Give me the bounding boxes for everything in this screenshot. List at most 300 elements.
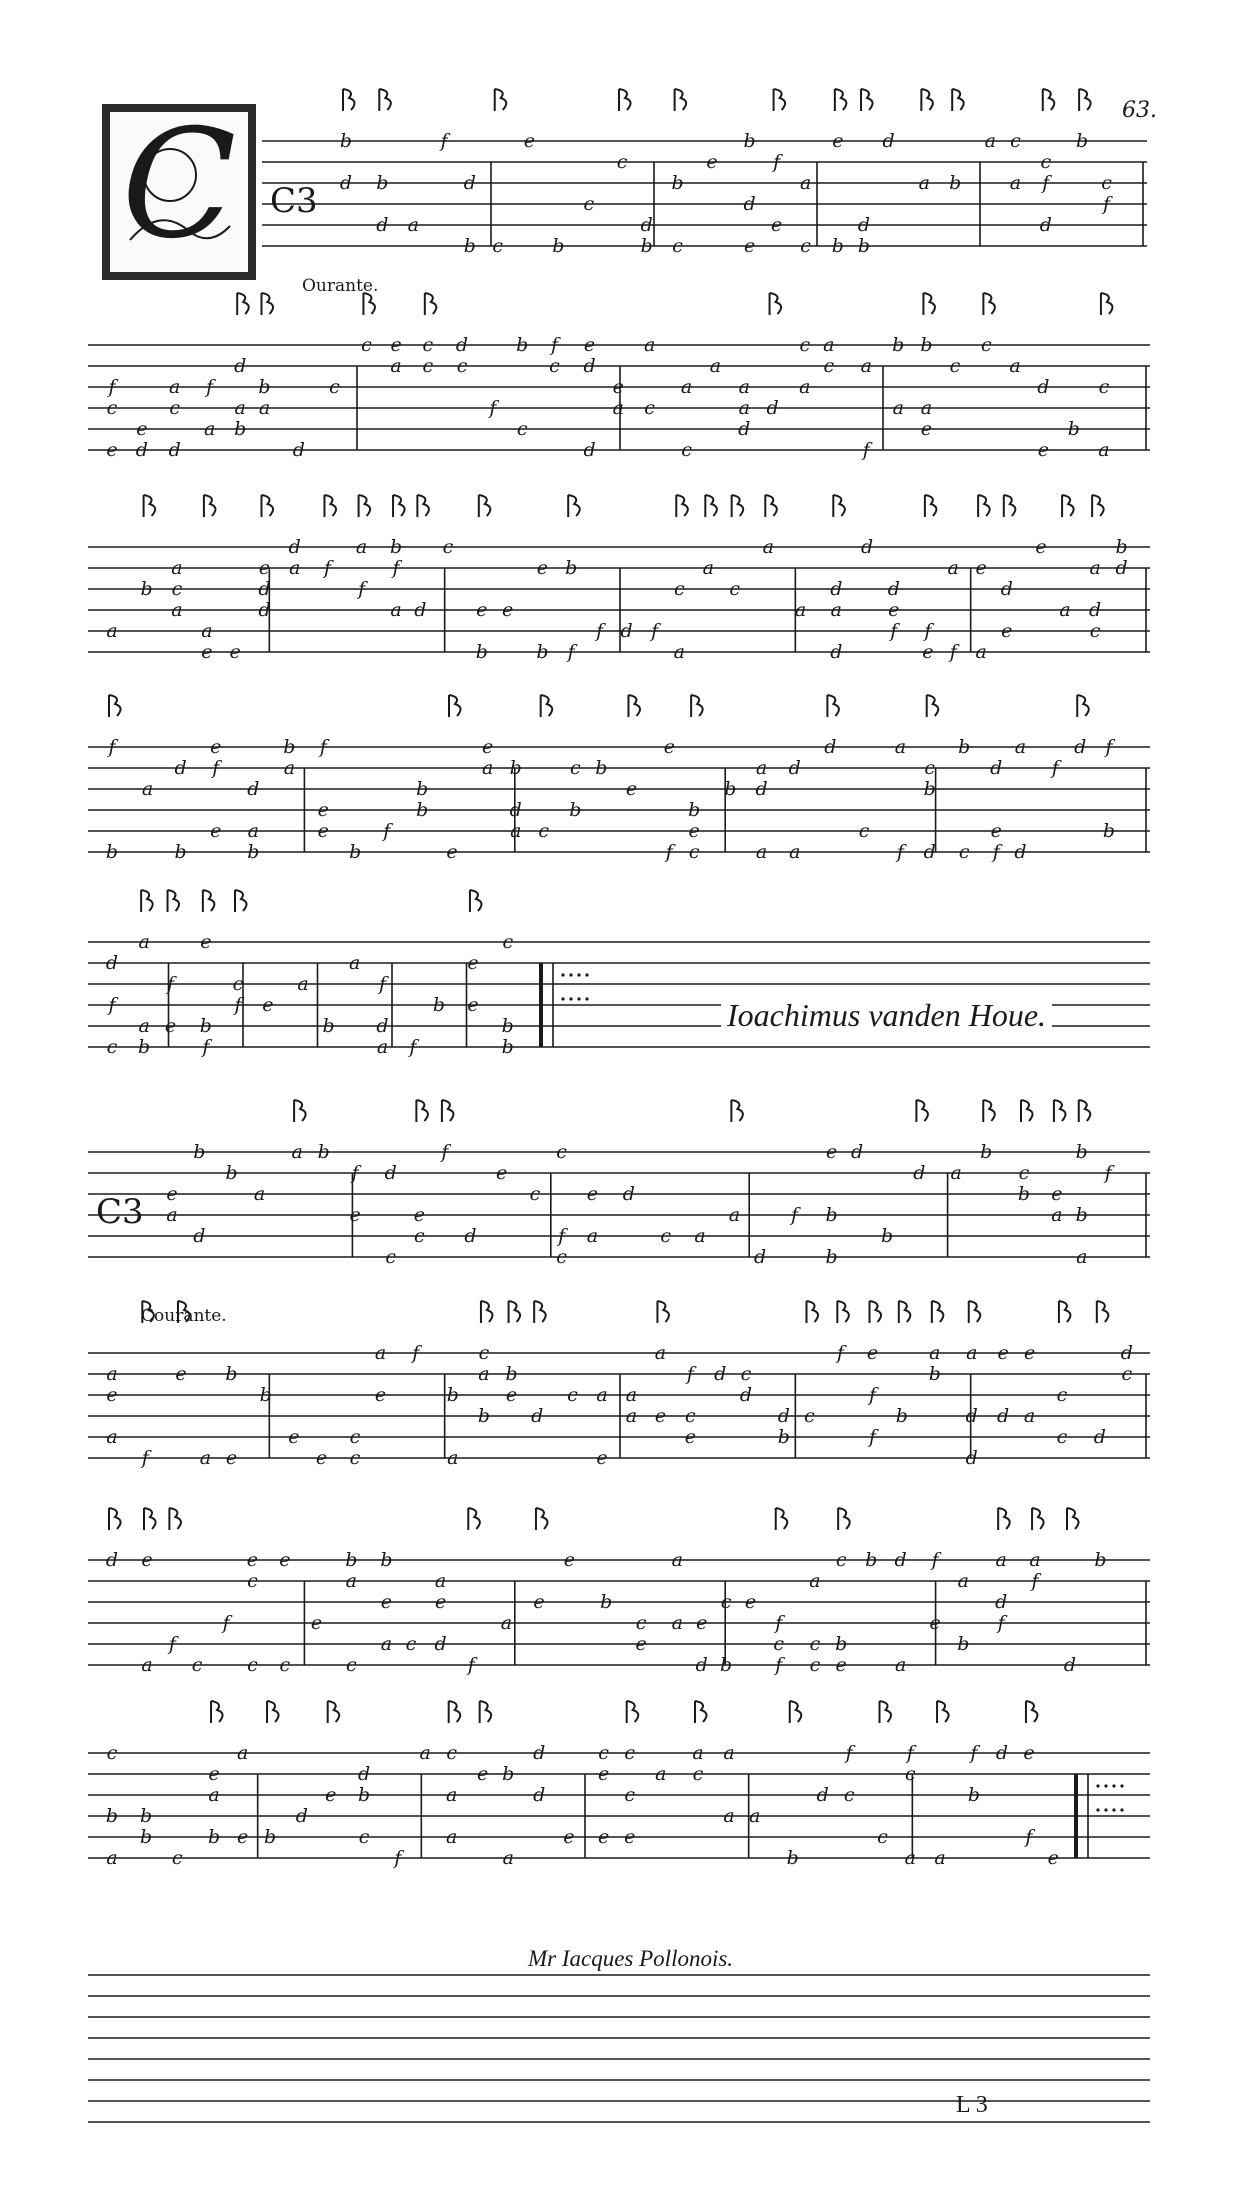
tab-letter: a	[957, 1570, 969, 1592]
tab-letter: b	[174, 841, 187, 863]
tab-letter: d	[965, 1405, 978, 1427]
composer-attribution: Mr Iacques Pollonois.	[528, 1946, 734, 1971]
tab-letter: f	[1042, 172, 1050, 194]
tab-letter: b	[880, 1225, 894, 1247]
tab-letter: e	[612, 376, 624, 398]
tab-letter: b	[105, 1805, 119, 1827]
rhythm-flag	[359, 495, 371, 516]
tab-letter: e	[317, 799, 329, 821]
tab-letter: a	[738, 397, 750, 419]
tab-letter: b	[920, 334, 933, 356]
tab-letter: a	[253, 1183, 266, 1205]
repeat-dot	[1104, 1784, 1107, 1787]
rhythm-flag	[534, 1301, 546, 1322]
tab-letter: a	[500, 1612, 513, 1634]
tab-letter: d	[1039, 214, 1052, 236]
tab-letter: e	[922, 641, 934, 663]
tab-letter: c	[1056, 1426, 1068, 1448]
rhythm-flag	[141, 890, 153, 911]
tab-letter: c	[598, 1742, 609, 1764]
tab-letter: d	[339, 172, 353, 194]
tab-letter: a	[894, 736, 907, 758]
tab-letter: d	[851, 1141, 864, 1163]
tab-letter: e	[975, 557, 987, 579]
rhythm-flag	[1092, 495, 1104, 516]
tab-letter: c	[644, 397, 655, 419]
tab-letter: c	[685, 1405, 696, 1427]
tab-letter: a	[728, 1204, 741, 1226]
tab-letter: c	[1089, 620, 1101, 642]
tab-letter: e	[832, 130, 844, 152]
repeat-dot	[569, 997, 572, 1000]
tab-letter: c	[949, 355, 961, 377]
time-signature: C3	[96, 1192, 144, 1232]
tab-letter: d	[531, 1405, 544, 1427]
tab-letter: a	[283, 757, 296, 779]
tab-letter: f	[896, 841, 904, 863]
tab-letter: c	[672, 235, 683, 257]
tab-letter: f	[775, 1612, 783, 1634]
tab-letter: e	[1023, 1742, 1035, 1764]
tab-letter: a	[671, 1549, 684, 1571]
tab-letter: f	[141, 1447, 149, 1469]
tab-letter: a	[447, 1447, 459, 1469]
rhythm-flag	[833, 495, 845, 516]
tab-letter: e	[635, 1633, 647, 1655]
tab-letter: a	[446, 1826, 458, 1848]
rhythm-flag	[827, 695, 839, 716]
tab-letter: a	[234, 397, 246, 419]
tab-letter: b	[958, 736, 971, 758]
tab-letter: c	[583, 193, 595, 215]
rhythm-flag	[998, 1508, 1010, 1529]
composer-attribution: Ioachimus vanden Houe.	[721, 997, 1052, 1034]
tab-letter: f	[550, 334, 559, 356]
tab-letter: f	[773, 151, 781, 173]
rhythm-flag	[379, 89, 391, 110]
tab-letter: d	[376, 1015, 389, 1037]
tab-letter: a	[247, 820, 259, 842]
tab-letter: e	[225, 1447, 238, 1469]
tab-letter: a	[823, 334, 835, 356]
tab-letter: d	[816, 1784, 829, 1806]
tab-letter: b	[463, 235, 476, 257]
tab-letter: b	[225, 1363, 238, 1385]
tab-letter: f	[868, 1426, 877, 1448]
tab-letter: b	[600, 1591, 613, 1613]
tab-letter: b	[501, 1036, 514, 1058]
page-number: 63.	[1122, 98, 1157, 123]
tab-letter: b	[1075, 1141, 1088, 1163]
tab-letter: b	[536, 641, 549, 663]
rhythm-flag	[343, 89, 355, 110]
tab-letter: d	[788, 757, 801, 779]
tab-letter: d	[1000, 578, 1013, 600]
rhythm-flag	[835, 89, 847, 110]
tab-letter: d	[824, 736, 837, 758]
tab-letter: e	[597, 1763, 610, 1785]
tab-letter: f	[234, 994, 242, 1016]
tab-letter: d	[414, 599, 427, 621]
tab-letter: a	[348, 952, 361, 974]
tab-letter: e	[175, 1363, 187, 1385]
tab-letter: f	[567, 641, 575, 663]
tab-letter: d	[463, 172, 476, 194]
tab-letter: b	[671, 172, 684, 194]
rhythm-flag	[790, 1701, 802, 1722]
tab-letter: e	[317, 820, 329, 842]
tab-letter: f	[412, 1342, 420, 1364]
tab-letter: e	[106, 439, 118, 461]
tab-letter: d	[739, 1384, 753, 1406]
tab-letter: a	[809, 1570, 821, 1592]
tab-letter: a	[171, 557, 183, 579]
tab-letter: f	[351, 1162, 359, 1184]
tab-letter: a	[390, 599, 402, 621]
repeat-dot	[561, 997, 564, 1000]
tab-letter: f	[392, 557, 400, 579]
tab-letter: d	[105, 952, 119, 974]
tab-letter: b	[505, 1363, 518, 1385]
tab-letter: e	[505, 1384, 518, 1406]
tab-letter: c	[232, 973, 244, 995]
tab-letter: a	[1076, 1246, 1088, 1268]
tab-letter: b	[1094, 1549, 1107, 1571]
rhythm-flag	[294, 1100, 306, 1121]
tab-letter: e	[990, 820, 1002, 842]
tab-letter: a	[984, 130, 996, 152]
tab-letter: b	[376, 172, 389, 194]
tab-letter: f	[441, 1141, 449, 1163]
tab-letter: c	[616, 151, 628, 173]
tab-letter: e	[467, 952, 479, 974]
tab-letter: a	[1023, 1405, 1036, 1427]
tab-letter: e	[200, 931, 212, 953]
tab-letter: a	[1009, 355, 1021, 377]
tab-letter: d	[830, 641, 843, 663]
tab-letter: d	[258, 599, 271, 621]
rhythm-flag	[1067, 1508, 1079, 1529]
tab-letter: a	[947, 557, 959, 579]
tab-letter: a	[918, 172, 931, 194]
tab-letter: b	[565, 557, 578, 579]
tab-letter: b	[258, 376, 271, 398]
tab-letter: e	[625, 778, 638, 800]
tab-letter: a	[966, 1342, 978, 1364]
tab-letter: b	[322, 1015, 335, 1037]
tab-letter: e	[258, 557, 271, 579]
tab-letter: b	[786, 1847, 799, 1869]
rhythm-flag	[470, 890, 482, 911]
rhythm-flag	[983, 293, 995, 314]
rhythm-flag	[983, 1100, 995, 1121]
rhythm-flag	[978, 495, 990, 516]
tab-letter: a	[904, 1847, 916, 1869]
tab-letter: c	[981, 334, 992, 356]
rhythm-flag	[923, 293, 935, 314]
tab-letter: a	[692, 1742, 704, 1764]
repeat-dot	[569, 973, 572, 976]
rhythm-flag	[861, 89, 873, 110]
tab-letter: c	[673, 578, 685, 600]
tab-letter: b	[138, 1036, 151, 1058]
tab-letter: e	[684, 1426, 696, 1448]
tab-letter: d	[997, 1405, 1010, 1427]
tab-letter: c	[106, 1742, 118, 1764]
tab-letter: f	[108, 736, 116, 758]
tab-letter: f	[890, 620, 898, 642]
tab-letter: b	[501, 1015, 514, 1037]
piece-title-courante: Courante.	[141, 1306, 227, 1326]
tab-letter: e	[434, 1591, 447, 1613]
tab-letter: e	[596, 1447, 608, 1469]
tab-letter: c	[958, 841, 970, 863]
tab-letter: b	[193, 1141, 206, 1163]
tab-letter: f	[358, 578, 366, 600]
tab-letter: c	[191, 1654, 203, 1676]
tab-letter: b	[857, 235, 871, 257]
tab-letter: e	[997, 1342, 1009, 1364]
tab-letter: b	[345, 1549, 358, 1571]
tab-letter: a	[502, 1847, 514, 1869]
tab-letter: c	[858, 820, 870, 842]
tab-letter: c	[516, 418, 528, 440]
tab-letter: e	[825, 1141, 838, 1163]
tab-letter: e	[586, 1183, 598, 1205]
rhythm-flag	[1079, 89, 1091, 110]
tab-letter: c	[549, 355, 560, 377]
tab-letter: e	[476, 599, 488, 621]
tab-letter: a	[478, 1363, 490, 1385]
tab-letter: c	[823, 355, 835, 377]
tab-letter: d	[292, 439, 305, 461]
tab-letter: a	[892, 397, 904, 419]
tab-letter: b	[724, 778, 737, 800]
tab-letter: b	[432, 994, 446, 1016]
tab-letter: a	[755, 841, 768, 863]
tab-letter: a	[673, 641, 685, 663]
tab-letter: a	[643, 334, 656, 356]
tab-letter: d	[857, 214, 871, 236]
tab-letter: f	[790, 1204, 799, 1226]
tab-letter: c	[1056, 1384, 1068, 1406]
tab-letter: a	[199, 1447, 212, 1469]
rhythm-flag	[442, 1100, 454, 1121]
tab-letter: f	[319, 736, 327, 758]
tab-letter: d	[583, 439, 596, 461]
rhythm-flag	[1062, 495, 1074, 516]
tab-letter: f	[836, 1342, 844, 1364]
tab-letter: a	[297, 973, 309, 995]
tab-letter: f	[378, 973, 387, 995]
tab-letter: c	[1010, 130, 1021, 152]
tab-letter: b	[825, 1204, 838, 1226]
tab-letter: c	[1018, 1162, 1030, 1184]
rhythm-flag	[807, 1301, 819, 1322]
tab-letter: f	[168, 1633, 176, 1655]
tab-letter: b	[358, 1784, 371, 1806]
tab-letter: e	[770, 214, 783, 236]
tab-letter: a	[1029, 1549, 1041, 1571]
tab-letter: d	[464, 1225, 477, 1247]
tab-letter: c	[773, 1633, 785, 1655]
repeat-dot	[585, 997, 588, 1000]
rhythm-flag	[1021, 1100, 1033, 1121]
rhythm-flag	[921, 89, 933, 110]
tab-letter: b	[640, 235, 653, 257]
tab-letter: d	[777, 1405, 790, 1427]
tab-letter: f	[1103, 193, 1111, 215]
rhythm-flag	[480, 1701, 492, 1722]
tab-letter: c	[502, 931, 514, 953]
tab-letter: a	[612, 397, 624, 419]
tab-letter: e	[523, 130, 536, 152]
repeat-dot	[1120, 1784, 1123, 1787]
time-signature: C3	[270, 181, 318, 221]
tab-letter: e	[288, 1426, 300, 1448]
tab-letter: b	[225, 1162, 238, 1184]
tab-letter: a	[894, 1654, 907, 1676]
tab-letter: d	[1120, 1342, 1133, 1364]
tab-letter: a	[789, 841, 801, 863]
tab-letter: b	[895, 1405, 908, 1427]
tab-letter: d	[882, 130, 895, 152]
tab-letter: a	[1051, 1204, 1063, 1226]
rhythm-flag	[449, 695, 461, 716]
tab-letter: d	[753, 1246, 767, 1268]
tab-letter: e	[1001, 620, 1013, 642]
repeat-dot	[1096, 1784, 1099, 1787]
tab-letter: b	[380, 1549, 393, 1571]
repeat-dot	[1120, 1808, 1123, 1811]
tab-letter: b	[259, 1384, 272, 1406]
tab-letter: e	[262, 994, 274, 1016]
tab-letter: f	[1051, 757, 1059, 779]
rhythm-flag	[449, 1701, 461, 1722]
tab-letter: c	[345, 1654, 357, 1676]
tab-letter: d	[995, 1742, 1009, 1764]
tab-letter: c	[567, 1384, 578, 1406]
tab-letter: d	[714, 1363, 727, 1385]
rhythm-flag	[628, 695, 640, 716]
tab-letter: c	[1098, 376, 1110, 398]
initial-letter: C	[121, 98, 237, 272]
tab-letter: e	[688, 820, 700, 842]
tab-letter: e	[246, 1549, 259, 1571]
tab-letter: c	[329, 376, 340, 398]
tab-letter: c	[279, 1654, 291, 1676]
tab-letter: a	[390, 355, 402, 377]
signature-mark: L 3	[956, 2092, 988, 2118]
tab-letter: f	[383, 820, 391, 842]
tab-letter: a	[723, 1742, 735, 1764]
tab-letter: a	[374, 1342, 387, 1364]
tab-letter: b	[967, 1784, 981, 1806]
tab-letter: f	[862, 439, 870, 461]
rhythm-flag	[776, 1508, 788, 1529]
rhythm-flag	[262, 495, 274, 516]
tab-letter: d	[622, 1183, 635, 1205]
rhythm-flag	[1032, 1508, 1044, 1529]
tab-letter: a	[419, 1742, 431, 1764]
tab-letter: c	[660, 1225, 671, 1247]
tab-letter: d	[193, 1225, 206, 1247]
tab-letter: f	[440, 130, 448, 152]
tab-letter: d	[1093, 1426, 1106, 1448]
tab-letter: e	[201, 641, 213, 663]
tab-letter: c	[456, 355, 468, 377]
tab-letter: d	[965, 1447, 978, 1469]
tab-letter: e	[1051, 1183, 1063, 1205]
tab-letter: b	[477, 1405, 491, 1427]
rhythm-flag	[731, 1100, 743, 1121]
tab-letter: c	[1121, 1363, 1133, 1385]
tab-letter: c	[635, 1612, 647, 1634]
tab-letter: e	[1035, 536, 1047, 558]
tab-letter: e	[446, 841, 458, 863]
repeat-dot	[561, 973, 564, 976]
tab-letter: f	[167, 973, 175, 995]
tab-letter: f	[906, 1742, 914, 1764]
tab-letter: f	[206, 376, 214, 398]
tab-letter: c	[924, 757, 936, 779]
rhythm-flag	[468, 1508, 480, 1529]
tab-letter: c	[740, 1363, 752, 1385]
rhythm-flag	[324, 495, 336, 516]
rhythm-flag	[837, 1301, 849, 1322]
tab-letter: a	[166, 1204, 178, 1226]
tab-letter: d	[358, 1763, 371, 1785]
tab-letter: a	[106, 620, 118, 642]
tab-letter: a	[625, 1405, 638, 1427]
tab-letter: a	[929, 1342, 941, 1364]
tab-letter: e	[349, 1204, 361, 1226]
tab-letter: e	[166, 1183, 178, 1205]
tab-letter: b	[317, 1141, 330, 1163]
tab-letter: a	[171, 599, 183, 621]
rhythm-flag	[1026, 1701, 1038, 1722]
tab-letter: b	[509, 757, 522, 779]
tab-letter: e	[413, 1204, 426, 1226]
tab-letter: b	[1075, 1204, 1088, 1226]
tab-letter: d	[174, 757, 187, 779]
rhythm-flag	[627, 1701, 639, 1722]
tab-letter: a	[355, 536, 368, 558]
tab-letter: c	[478, 1342, 490, 1364]
tab-letter: a	[762, 536, 774, 558]
rhythm-flag	[479, 495, 491, 516]
rhythm-flag	[237, 293, 249, 314]
tab-letter: d	[695, 1654, 708, 1676]
tab-letter: b	[719, 1654, 733, 1676]
tab-letter: b	[199, 1015, 212, 1037]
tab-letter: b	[140, 1805, 153, 1827]
tab-letter: e	[279, 1549, 291, 1571]
tab-letter: e	[325, 1784, 337, 1806]
tab-letter: e	[210, 820, 222, 842]
rhythm-flag	[952, 89, 964, 110]
tab-letter: a	[138, 931, 150, 953]
tab-letter: e	[136, 418, 148, 440]
rhythm-flag	[363, 293, 375, 314]
tab-letter: a	[1098, 439, 1110, 461]
tab-letter: b	[1076, 130, 1089, 152]
tab-letter: c	[692, 1763, 704, 1785]
tab-letter: f	[775, 1654, 783, 1676]
rhythm-flag	[899, 1301, 911, 1322]
piece-title-ourante: Ourante.	[302, 276, 379, 296]
tab-letter: f	[1105, 736, 1113, 758]
